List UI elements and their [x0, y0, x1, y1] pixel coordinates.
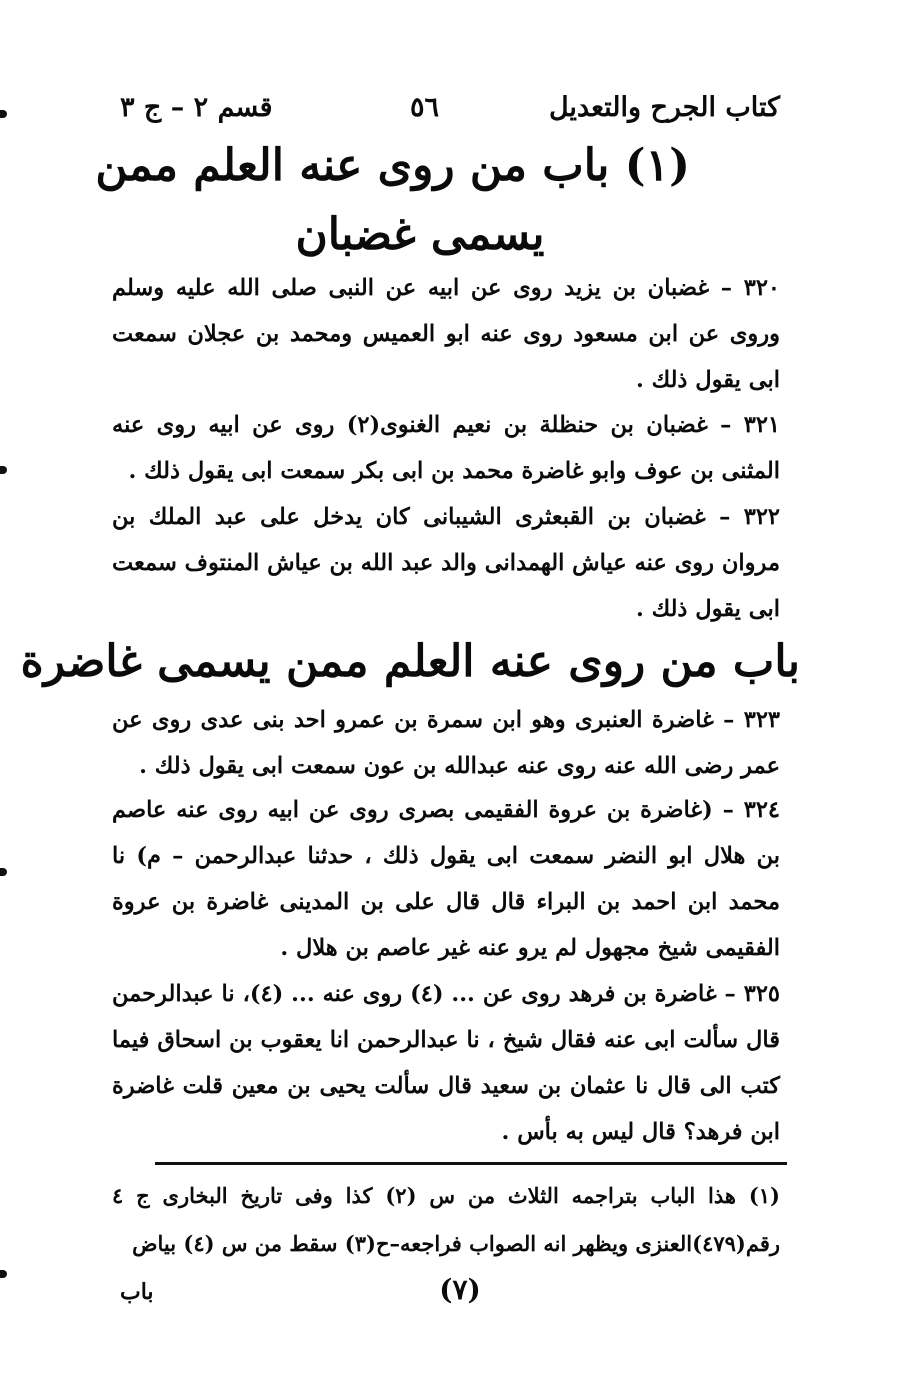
- entry-paragraph: ٣٢٠ – غضبان بن يزيد روى عن ابيه عن النبى صلى الله عليه وسلم وروى عن ابن مسعود روى عنه ابو العميس ومحمد بن عجلان سمعت ابى يقول ذلك .: [112, 275, 780, 393]
- footnotes: (١) هذا الباب بتراجمه الثلاث من س (٢) كذا وفى تاريخ البخارى ج ٤ رقم(٤٧٩)العنزى ويظهر انه الصواب فراجعه–ح(٣) سقط من س (٤) بياض: [112, 1183, 780, 1256]
- page-number: ٥٦: [410, 92, 440, 123]
- scan-edge-mark: [0, 466, 7, 474]
- entry-paragraph: ٣٢٤ – (غاضرة بن عروة الفقيمى بصرى روى عن ابيه روى عنه عاصم بن هلال ابو النضر سمعت ابى يقول ذلك ، حدثنا عبدالرحمن – م) نا محمد ابن احمد بن البراء قال قال على بن المدينى غاضرة بن عروة الفقيمى شيخ مجهول لم يرو عنه غير عاصم بن هلال .: [112, 797, 780, 961]
- entry-paragraph: ٣٢٢ – غضبان بن القبعثرى الشيبانى كان يدخل على عبد الملك بن مروان روى عنه عياش الهمدانى والد عبد الله بن عياش المنتوف سمعت ابى يقول ذلك .: [112, 504, 780, 622]
- catchword: باب: [120, 1279, 154, 1305]
- entry-paragraph: ٣٢٣ – غاضرة العنبرى وهو ابن سمرة بن عمرو احد بنى عدى روى عن عمر رضى الله عنه روى عنه عبدالله بن عون سمعت ابى يقول ذلك .: [112, 707, 780, 779]
- section-heading-line: يسمى غضبان: [295, 209, 545, 260]
- scan-edge-mark: [0, 868, 7, 876]
- volume-label: قسم ٢ – ج ٣: [120, 92, 273, 123]
- running-title: كتاب الجرح والتعديل: [548, 92, 780, 123]
- signature-mark: (٧): [439, 1273, 481, 1306]
- scan-edge-mark: [0, 1270, 7, 1278]
- running-header: [110, 88, 780, 128]
- entry-paragraph: ٣٢١ – غضبان بن حنظلة بن نعيم الغنوى(٢) روى عن ابيه روى عنه المثنى بن عوف وابو غاضرة محمد بن ابى بكر سمعت ابى يقول ذلك .: [112, 412, 780, 484]
- footnote-separator: [155, 1162, 787, 1165]
- scan-edge-mark: [0, 110, 7, 118]
- section-heading-line: باب من روى عنه العلم ممن يسمى غاضرة: [20, 636, 800, 687]
- section-heading-line: (١) باب من روى عنه العلم ممن: [95, 140, 690, 191]
- entry-paragraph: ٣٢٥ – غاضرة بن فرهد روى عن ... (٤) روى عنه ... (٤)، نا عبدالرحمن قال سألت ابى عنه فقال شيخ ، نا عبدالرحمن انا يعقوب بن اسحاق فيما كتب الى قال نا عثمان بن سعيد قال سألت يحيى بن معين قلت غاضرة ابن فرهد؟ قال ليس به بأس .: [112, 981, 780, 1145]
